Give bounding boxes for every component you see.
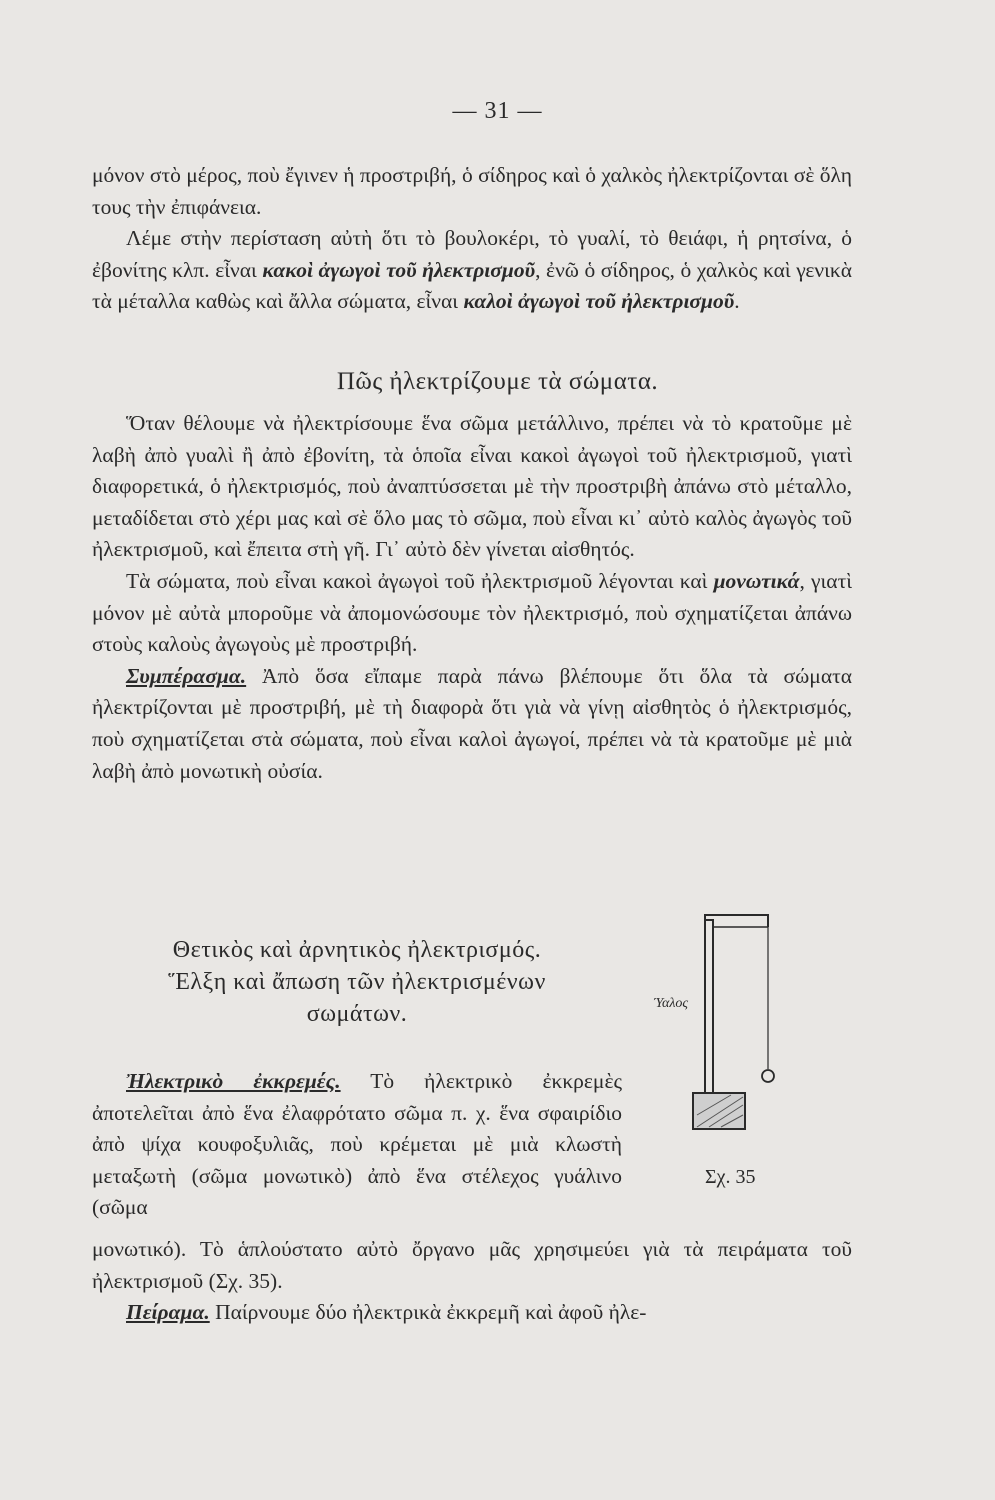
paragraph: μονωτικό). Τὸ ἁπλούστατο αὐτὸ ὄργανο μᾶς χρησιμεύει γιὰ τὰ πειράματα τοῦ ἠλεκτρισμοῦ (Σχ. 35). (92, 1237, 852, 1293)
heading-line: Ἕλξη καὶ ἄπωση τῶν ἠλεκτρισμένων (168, 969, 546, 995)
emphasis-experiment: Πείραμα. (126, 1300, 210, 1325)
text-run: , ἐνῶ ὁ σίδηρος, ὁ χαλκὸς καὶ γενικὰ τὰ μέταλλα καθὼς καὶ ἄλλα σώματα, εἶναι (92, 257, 852, 314)
emphasis-bad-conductors: κακοὶ ἀγωγοὶ τοῦ ἠλεκτρισμοῦ (262, 257, 536, 282)
section-heading-charges (92, 934, 622, 1030)
text-run: Λέμε στὴν περίσταση αὐτὴ ὅτι τὸ βουλοκέρι, τὸ γυαλί, τὸ θειάφι, ἡ ρητσίνα, ὁ ἐβονίτης κλπ. εἶναι (92, 226, 852, 282)
page-number: — 31 — (452, 98, 543, 124)
pith-ball (762, 1070, 774, 1082)
base-block (693, 1093, 745, 1129)
electric-pendulum-figure (655, 905, 855, 1195)
text-block-experiment (92, 1234, 852, 1329)
text-run: Ἀπὸ ὅσα εἴπαμε παρὰ πάνω βλέπουμε ὅτι ὅλα τὰ σώματα ἠλεκτρίζονται μὲ προστριβή, μὲ τὴ διαφορὰ ὅτι γιὰ νὰ γίνῃ αἰσθητὸς ὁ ἠλεκτρισμός, ποὺ σχηματίζεται στὰ σώματα, ποὺ εἶναι καλοὶ ἀγωγοί, πρέπει νὰ τὰ κρατοῦμε μὲ μιὰ λαβὴ ἀπὸ μονωτικὴ οὐσία. (92, 663, 852, 783)
heading-line: σωμάτων. (306, 1001, 408, 1027)
text-run: Τὸ ἠλεκτρικὸ ἐκκρεμὲς ἀποτελεῖται ἀπὸ ἕνα ἐλαφρότατο σῶμα π. χ. ἕνα σφαιρίδιο ἀπὸ ψίχα κουφοξυλιᾶς, ποὺ κρέμεται μὲ μιὰ κλωστὴ μεταξωτὴ (σῶμα μονωτικὸ) ἀπὸ ἕνα στέλεχος γυάλινο (σῶμα (92, 1069, 622, 1220)
text-block-conductors (92, 160, 852, 318)
heading-line: Θετικὸς καὶ ἀρνητικὸς ἠλεκτρισμός. (172, 937, 542, 963)
text-run: . (734, 289, 740, 314)
emphasis-insulating: μονωτικά (713, 568, 800, 593)
paragraph: Ὅταν θέλουμε νὰ ἠλεκτρίσουμε ἕνα σῶμα μετάλλινο, πρέπει νὰ τὸ κρατοῦμε μὲ λαβὴ ἀπὸ γυαλὶ ἢ ἀπὸ ἐβονίτη, τὰ ὁποῖα εἶναι κακοὶ ἀγωγοὶ τοῦ ἠλεκτρισμοῦ, γιατὶ διαφορετικά, ὁ ἠλεκτρισμός, ποὺ ἀναπτύσσεται μὲ τὴν προστριβὴ ἀπάνω στὸ μέταλλο, μεταδίδεται στὸ χέρι μας καὶ σὲ ὅλο μας τὸ σῶμα, ποὺ εἶναι κι᾿ αὐτὸ καλὸς ἀγωγὸς τοῦ ἠλεκτρισμοῦ, καὶ ἔπειτα στὴ γῆ. Γι᾿ αὐτὸ δὲν γίνεται αἰσθητός. (92, 411, 852, 562)
paragraph (92, 1297, 852, 1329)
text-run: Παίρνουμε δύο ἠλεκτρικὰ ἐκκρεμῆ καὶ ἀφοῦ ἠλε- (209, 1300, 647, 1325)
glass-stand (705, 920, 713, 1095)
paragraph (92, 661, 852, 787)
figure-caption: Σχ. 35 (705, 1166, 756, 1188)
section-heading: Πῶς ἠλεκτρίζουμε τὰ σώματα. (336, 368, 659, 395)
emphasis-conclusion: Συμπέρασμα. (126, 663, 247, 688)
emphasis-good-conductors: καλοὶ ἀγωγοὶ τοῦ ἠλεκτρισμοῦ (463, 289, 735, 314)
text-block-electrifying (92, 408, 852, 787)
text-run: Τὰ σώματα, ποὺ εἶναι κακοὶ ἀγωγοὶ τοῦ ἠλεκτρισμοῦ λέγονται καὶ (126, 568, 714, 593)
stand-arm (705, 915, 768, 927)
text-block-pendulum (92, 1066, 622, 1224)
paragraph (92, 566, 852, 661)
emphasis-pendulum: Ἠλεκτρικὸ ἐκκρεμές. (126, 1069, 341, 1093)
figure-note-glass: Ύαλος (654, 996, 689, 1011)
paragraph (92, 223, 852, 318)
paragraph (92, 1066, 622, 1224)
paragraph: μόνον στὸ μέρος, ποὺ ἔγινεν ἡ προστριβή, ὁ σίδηρος καὶ ὁ χαλκὸς ἠλεκτρίζονται σὲ ὅλη τους τὴν ἐπιφάνεια. (92, 163, 852, 219)
text-run: , γιατὶ μόνον μὲ αὐτὰ μποροῦμε νὰ ἀπομονώσουμε τὸν ἠλεκτρισμό, ποὺ σχηματίζεται ἀπάνω στοὺς καλοὺς ἀγωγοὺς μὲ προστριβή. (92, 568, 852, 657)
